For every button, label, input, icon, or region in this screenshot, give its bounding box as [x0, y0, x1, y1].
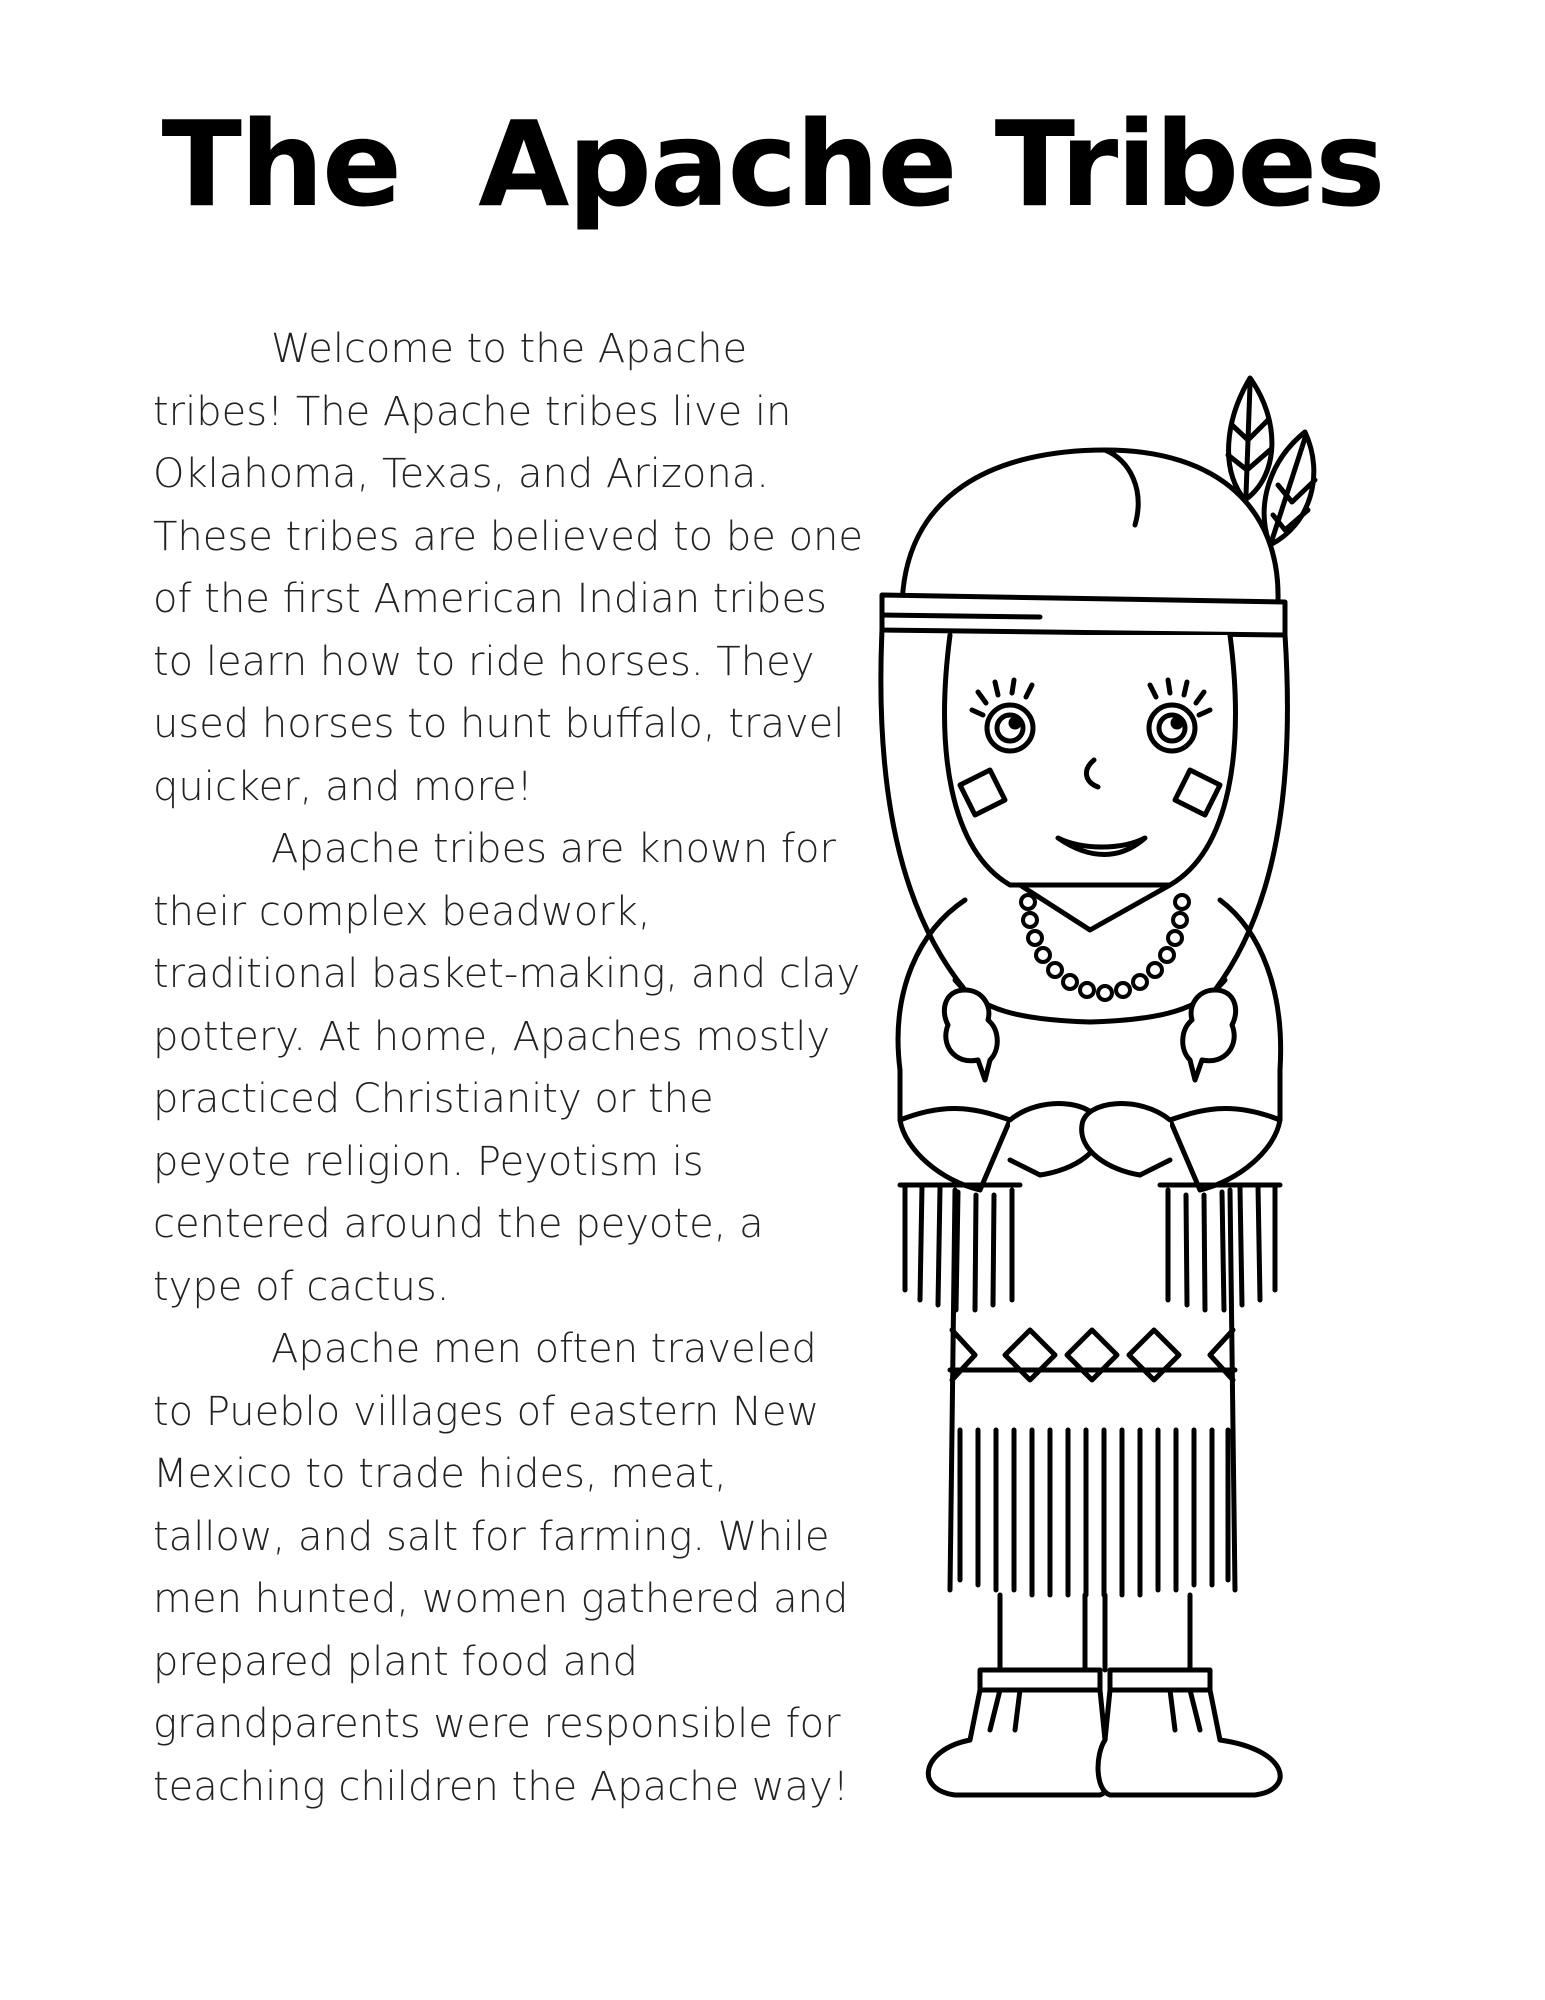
- paragraph-2: Apache tribes are known for their complex beadwork, traditional basket-making, and clay pottery. At home, Apaches mostly practiced Christianity or the peyote religion. Peyotism is centered around the peyote, a type of cactus.: [153, 826, 861, 1310]
- paragraph-1: Welcome to the Apache tribes! The Apache tribes live in Oklahoma, Texas, and Arizona. These tribes are believed to be one of the first American Indian tribes to learn how to ride horses. They used horses to hunt buffalo, travel quicker, and more!: [153, 326, 863, 810]
- fringe-icon: [900, 1185, 1020, 1310]
- fringe-icon: [960, 1430, 1228, 1595]
- apache-girl-illustration: [860, 290, 1440, 1890]
- fringe-icon: [1160, 1185, 1280, 1310]
- body-text: [153, 318, 863, 1818]
- page-title: The Apache Tribes: [161, 95, 1384, 233]
- necklace-icon: [1021, 895, 1189, 1000]
- paragraph-3: Apache men often traveled to Pueblo villages of eastern New Mexico to trade hides, meat, tallow, and salt for farming. While men hunted, women gathered and prepared plant food and grandparents were responsible for teaching children the Apache way!: [153, 1326, 849, 1810]
- boot-icon: [1098, 1670, 1280, 1795]
- boot-icon: [928, 1670, 1112, 1795]
